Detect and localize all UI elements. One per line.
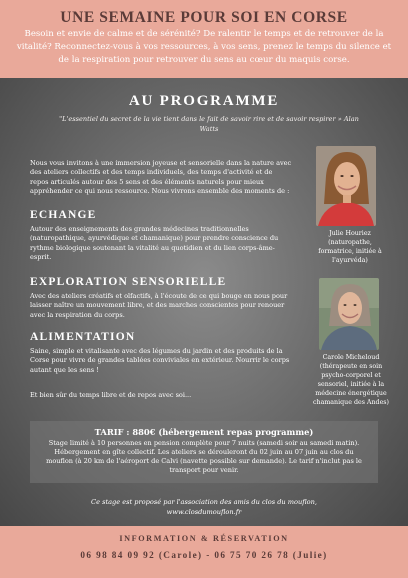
credit-text: Ce stage est proposé par l'association des amis du clos du mouflon, bbox=[91, 498, 317, 506]
caption-line: sensoriel, initiée à la bbox=[317, 380, 385, 388]
caption-carole bbox=[308, 354, 394, 407]
portrait-carole-image bbox=[319, 278, 379, 350]
section-text-exploration: Avec des ateliers créatifs et olfactifs, à l'écoute de ce qui bouge en nous pour laisser naître un mouvement libre, et des marches conscientes pour renouer avec la respiration du corps. bbox=[30, 292, 288, 319]
section-heading-exploration: EXPLORATION SENSORIELLE bbox=[30, 276, 227, 288]
programme-panel bbox=[0, 78, 408, 526]
programme-title: AU PROGRAMME bbox=[128, 93, 280, 109]
caption-line: (naturopathe, bbox=[328, 238, 372, 246]
caption-line: Carole Micheloud bbox=[322, 354, 380, 361]
website-link[interactable]: www.closdumouflon.fr bbox=[166, 507, 242, 516]
page-title: UNE SEMAINE POUR SOI EN CORSE bbox=[60, 9, 348, 26]
caption-line: chamanique des Andes) bbox=[313, 398, 389, 406]
portrait-julie-image bbox=[316, 146, 376, 226]
header-subtitle: Besoin et envie de calme et de sérénité? De ralentir le temps et de retrouver de la vitalité? Reconnectez-vous à vos ressources, à vos sens, prenez le temps du silence et de la respiration pour retrouver du sens au cœur du maquis corse. bbox=[16, 29, 392, 65]
footer-band bbox=[0, 526, 408, 578]
section-text-alimentation: Saine, simple et vitalisante avec des légumes du jardin et des produits de la Corse pour vivre de grandes tablées conviviales en extérieur. Nourrir le corps autant que les sens ! bbox=[30, 347, 290, 374]
caption-line: l'ayurvéda) bbox=[332, 256, 368, 264]
footer-phones[interactable]: 06 98 84 09 92 (Carole) - 06 75 70 26 78 (Julie) bbox=[80, 550, 328, 560]
programme-quote: "L'essentiel du secret de la vie tient dans le fait de savoir rire et de savoir respirer » Alan Watts bbox=[59, 115, 359, 133]
caption-line: (thérapeute en soin bbox=[319, 362, 383, 370]
header-band bbox=[0, 0, 408, 78]
tarif-details: Stage limité à 10 personnes en pension complète pour 7 nuits (samedi soir au samedi matin). Hébergement en gîte collectif. Les ateliers se dérouleront du 02 juin au 07 juin au clos du mouflon (à 20 km de l'aéroport de Calvi (navette possible sur demande). Le tarif n'inclut pas le transport pour venir. bbox=[46, 439, 362, 474]
portrait-photo-julie bbox=[316, 146, 376, 226]
section-text-echange: Autour des enseignements des grandes médecines traditionnelles (naturopathique, ayurvédique et chamanique) pour prendre conscience du rythme biologique soutenant la vitalité au quotidien et du lien corps-âme-esprit. bbox=[30, 225, 279, 262]
tarif-title: TARIF : 880€ (hébergement repas programme) bbox=[94, 427, 314, 437]
caption-line: médecine énergétique bbox=[315, 389, 387, 397]
caption-julie bbox=[308, 230, 392, 266]
section-heading-echange: ECHANGE bbox=[30, 209, 97, 221]
portrait-photo-carole bbox=[319, 278, 379, 350]
caption-line: formatrice, initiée à bbox=[318, 247, 382, 255]
caption-line: Julie Houriez bbox=[329, 230, 371, 237]
credit-block bbox=[50, 498, 358, 517]
footer-title: INFORMATION & RÉSERVATION bbox=[119, 534, 289, 543]
section-heading-alimentation: ALIMENTATION bbox=[30, 331, 136, 343]
programme-intro: Nous vous invitons à une immersion joyeuse et sensorielle dans la nature avec des ateliers collectifs et des temps individuels, des temps d'activité et de repos articulés autour des 5 sens et des éléments naturels pour mieux appréhender ce qui nous ressource. Nous vivrons ensemble des moments de : bbox=[30, 159, 292, 196]
caption-line: psycho-corporel et bbox=[321, 371, 381, 379]
tarif-box bbox=[30, 421, 378, 483]
closing-line: Et bien sûr du temps libre et de repos avec soi... bbox=[30, 391, 192, 399]
